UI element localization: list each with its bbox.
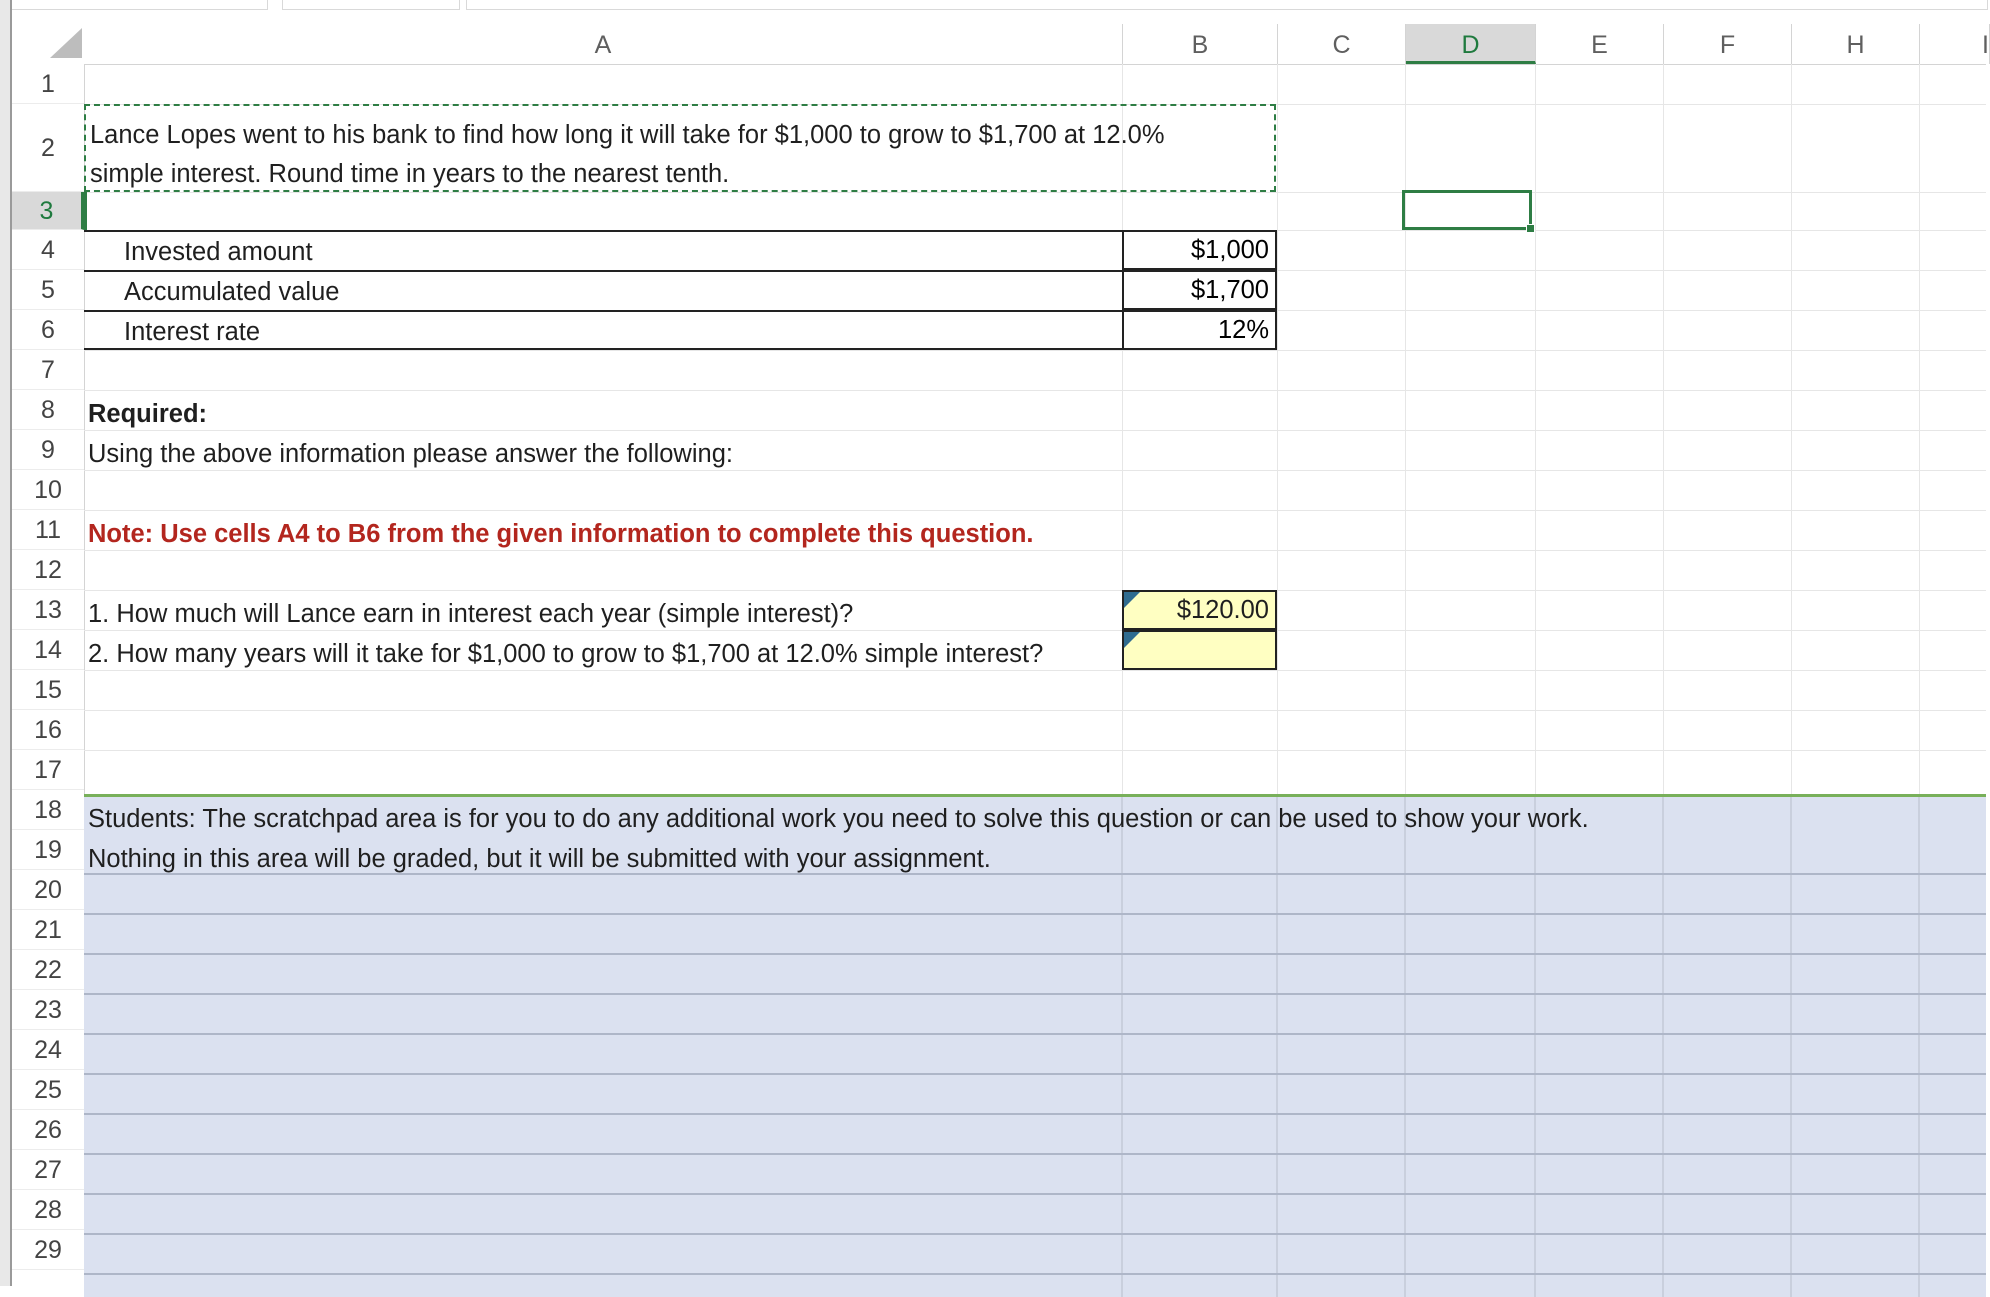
problem-line-1: Lance Lopes went to his bank to find how long it will take for $1,000 to grow to $1,700 at 12.0% [90, 121, 1165, 149]
row-header[interactable]: 19 [12, 830, 84, 870]
row-3-highlight [84, 192, 1123, 230]
row-header[interactable]: 27 [12, 1150, 84, 1190]
given-value-invested[interactable]: $1,000 [1122, 230, 1277, 270]
given-label-accumulated: Accumulated value [124, 278, 340, 306]
given-row-accumulated[interactable] [84, 270, 1123, 310]
comment-indicator-icon [1124, 592, 1140, 608]
active-cell-d3[interactable] [1402, 190, 1532, 230]
answer-1-value: $120.00 [1176, 596, 1269, 624]
row-header[interactable]: 10 [12, 470, 84, 510]
question-2-text: 2. How many years will it take for $1,000 to grow to $1,700 at 12.0% simple interest? [88, 640, 1044, 668]
column-header-i[interactable]: I [1920, 24, 1990, 64]
row-header[interactable]: 2 [12, 104, 84, 192]
toolbar-field[interactable] [4, 0, 268, 10]
scratchpad-area[interactable] [84, 794, 1986, 1297]
row-header[interactable]: 14 [12, 630, 84, 670]
row-header[interactable]: 16 [12, 710, 84, 750]
row-header[interactable]: 18 [12, 790, 84, 830]
question-1-text: 1. How much will Lance earn in interest each year (simple interest)? [88, 600, 854, 628]
problem-statement-cell[interactable] [84, 104, 1276, 192]
note-text: Note: Use cells A4 to B6 from the given information to complete this question. [88, 520, 1034, 548]
comment-indicator-icon [1124, 632, 1140, 648]
problem-line-2: simple interest. Round time in years to the nearest tenth. [90, 160, 730, 188]
window-edge [0, 0, 12, 1286]
select-all-icon [48, 28, 82, 60]
given-value-rate[interactable]: 12% [1122, 310, 1277, 350]
scratchpad-line-2: Nothing in this area will be graded, but it will be submitted with your assignment. [88, 845, 991, 873]
row-header[interactable]: 13 [12, 590, 84, 630]
column-header-h[interactable]: H [1792, 24, 1920, 64]
row-header[interactable]: 24 [12, 1030, 84, 1070]
worksheet-grid[interactable] [84, 64, 1986, 1286]
column-header-a[interactable]: A [84, 24, 1123, 64]
row-header[interactable]: 23 [12, 990, 84, 1030]
column-header-f[interactable]: F [1664, 24, 1792, 64]
row-header[interactable]: 12 [12, 550, 84, 590]
row-header[interactable]: 20 [12, 870, 84, 910]
row-header[interactable]: 29 [12, 1230, 84, 1270]
row-header[interactable]: 7 [12, 350, 84, 390]
column-header-d[interactable]: D [1406, 24, 1536, 64]
column-header-c[interactable]: C [1278, 24, 1406, 64]
answer-1-input[interactable] [1122, 590, 1277, 630]
given-label-rate: Interest rate [124, 318, 261, 346]
given-row-invested[interactable] [84, 230, 1123, 270]
fill-handle[interactable] [1526, 224, 1535, 233]
row-header[interactable]: 17 [12, 750, 84, 790]
row-header[interactable]: 9 [12, 430, 84, 470]
column-header-e[interactable]: E [1536, 24, 1664, 64]
top-toolbar-strip [0, 0, 1986, 12]
row-header[interactable]: 21 [12, 910, 84, 950]
row-header[interactable]: 5 [12, 270, 84, 310]
row-header[interactable]: 22 [12, 950, 84, 990]
row-header[interactable]: 11 [12, 510, 84, 550]
row-header[interactable]: 26 [12, 1110, 84, 1150]
row-header[interactable]: 28 [12, 1190, 84, 1230]
column-header-b[interactable]: B [1123, 24, 1278, 64]
toolbar-field[interactable] [282, 0, 460, 10]
given-label-invested: Invested amount [124, 238, 313, 266]
row-header[interactable]: 15 [12, 670, 84, 710]
column-headers [84, 24, 1989, 65]
required-title: Required: [88, 400, 208, 428]
row-header[interactable]: 4 [12, 230, 84, 270]
row-header[interactable]: 6 [12, 310, 84, 350]
row-header[interactable]: 25 [12, 1070, 84, 1110]
row-header[interactable]: 8 [12, 390, 84, 430]
row-header[interactable]: 3 [12, 192, 84, 230]
formula-bar[interactable] [466, 0, 1988, 10]
select-all-corner[interactable] [12, 24, 84, 64]
given-value-accumulated[interactable]: $1,700 [1122, 270, 1277, 310]
instructions-text: Using the above information please answer the following: [88, 440, 733, 468]
given-row-rate[interactable] [84, 310, 1123, 350]
answer-2-input[interactable] [1122, 630, 1277, 670]
row-header[interactable]: 1 [12, 64, 84, 104]
scratchpad-line-1: Students: The scratchpad area is for you to do any additional work you need to solve this question or can be used to show your work. [88, 805, 1589, 833]
row-headers [12, 64, 85, 1286]
